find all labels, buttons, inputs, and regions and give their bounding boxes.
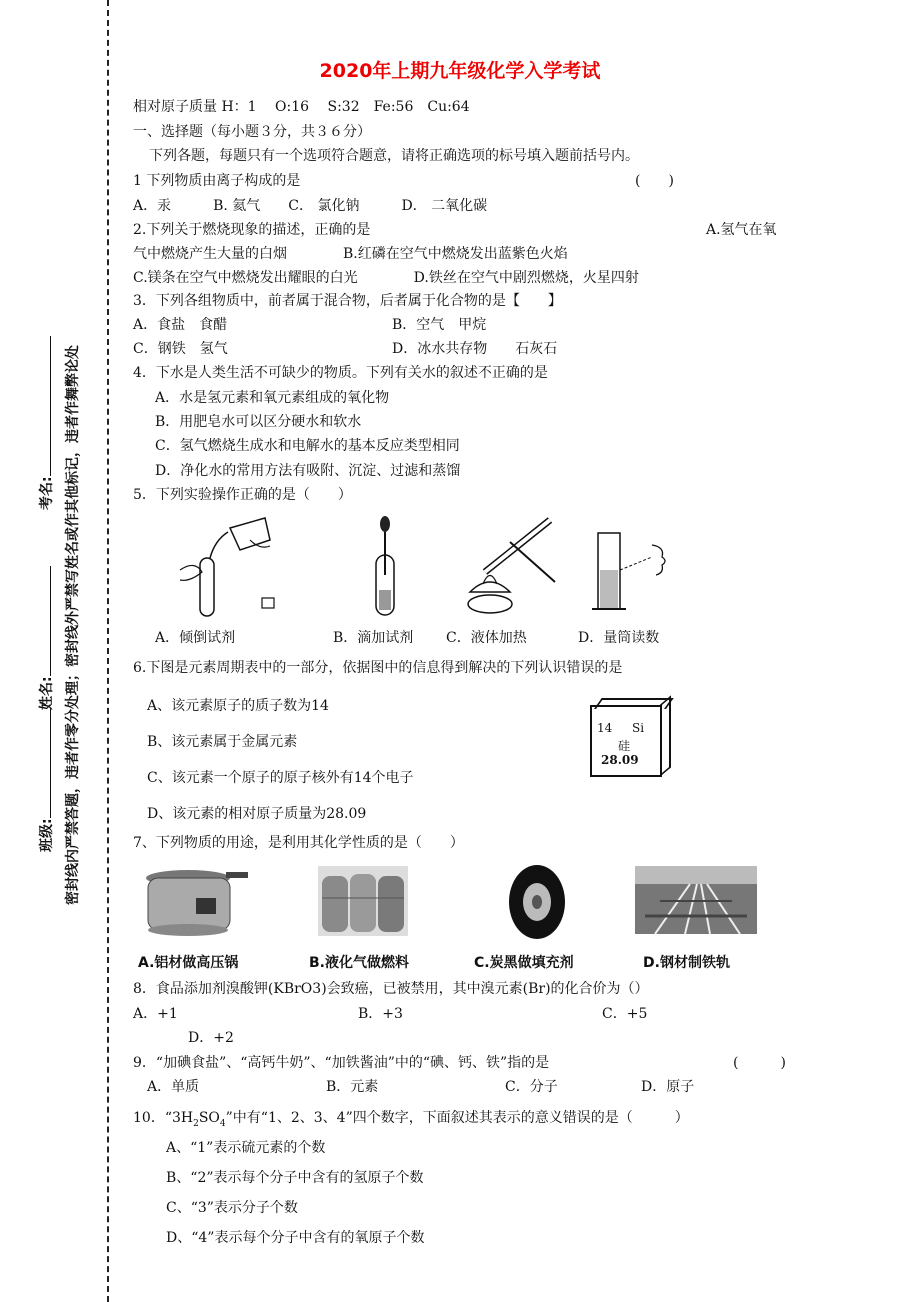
atomic-mass-note: 相对原子质量 H：1 O:16 S:32 Fe:56 Cu:64 [133,99,470,115]
q6-option-b: B、该元素属于金属元素 [147,734,298,750]
q5-option-b: B．滴加试剂 [333,630,414,646]
q3-option-d: D．冰水共存物 石灰石 [392,341,558,357]
atomic-number: 14 [597,721,613,735]
q2-stem: 2.下列关于燃烧现象的描述，正确的是 [133,222,371,238]
q8-option-c: C．+5 [602,1006,648,1022]
q1-stem: 1 下列物质由离子构成的是 [133,173,301,189]
q8-option-b: B．+3 [358,1006,403,1022]
q9-option-b: B．元素 [326,1079,379,1095]
q3-option-c: C．钢铁 氢气 [133,341,228,357]
q1-options: A．汞 B. 氦气 C． 氯化钠 D． 二氧化碳 [133,198,488,214]
q7-option-b: B.液化气做燃料 [309,955,409,971]
q7-option-c: C.炭黑做填充剂 [474,955,574,971]
heating-liquid-illustration [455,512,565,620]
instruction: 下列各题，每题只有一个选项符合题意，请将正确选项的标号填入题前括号内。 [149,148,639,164]
q4-option-d: D．净化水的常用方法有吸附、沉淀、过滤和蒸馏 [155,463,461,479]
q2-option-a-start: A.氢气在氧 [706,222,777,238]
q9-option-a: A．单质 [147,1079,200,1095]
q8-option-a: A．+1 [133,1006,178,1022]
q4-option-b: B．用肥皂水可以区分硬水和软水 [155,414,362,430]
q2-line3: C.镁条在空气中燃烧发出耀眼的白光 D.铁丝在空气中剧烈燃烧，火星四射 [133,270,639,286]
q10-option-b: B、“2”表示每个分子中含有的氢原子个数 [166,1170,424,1186]
q9-option-c: C．分子 [505,1079,558,1095]
class-label: 班级: [39,818,55,852]
tire-photo [505,862,570,942]
q5-option-a: A．倾倒试剂 [155,630,236,646]
q6-option-a: A、该元素原子的质子数为14 [147,698,329,714]
pouring-reagent-illustration [170,510,290,620]
q3-stem: 3．下列各组物质中，前者属于混合物，后者属于化合物的是【 】 [133,293,562,309]
q6-option-c: C、该元素一个原子的原子核外有14个电子 [147,770,414,786]
q10-option-c: C、“3”表示分子个数 [166,1200,298,1216]
q7-stem: 7、下列物质的用途，是利用其化学性质的是（ ） [133,835,464,851]
element-name: 硅 [618,739,631,753]
q5-stem: 5．下列实验操作正确的是（ ） [133,487,352,503]
q5-option-c: C．液体加热 [446,630,527,646]
q4-option-c: C．氢气燃烧生成水和电解水的基本反应类型相同 [155,438,460,454]
q8-stem: 8．食品添加剂溴酸钾(KBrO3)会致癌，已被禁用，其中溴元素(Br)的化合价为（） [133,981,649,997]
element-tile-silicon [590,705,662,777]
graduated-cylinder-illustration [590,525,680,615]
q9-stem: 9．“加碘食盐”、“高钙牛奶”、“加铁酱油”中的“碘、钙、铁”指的是 [133,1055,550,1071]
q7-option-d: D.钢材制铁轨 [643,955,730,971]
element-symbol: Si [632,721,645,735]
q9-option-d: D．原子 [641,1079,695,1095]
q10-stem: 10．“$3H_2SO_4$”中有“1、2、3、4”四个数字，下面叙述其表示的意义错误的是（ ） [133,1110,689,1129]
number-label: 考名: [39,476,55,510]
seal-dashed-line [107,0,109,1302]
q8-option-d: D．+2 [188,1030,234,1046]
section-heading: 一、选择题（每小题３分，共３６分） [133,124,371,140]
q6-stem: 6.下图是元素周期表中的一部分，依据图中的信息得到解决的下列认识错误的是 [133,660,623,676]
q10-option-d: D、“4”表示每个分子中含有的氧原子个数 [166,1230,425,1246]
dropper-illustration [360,515,410,620]
pressure-cooker-photo [138,858,250,946]
q6-option-d: D、该元素的相对原子质量为28.09 [147,806,367,822]
q3-option-b: B．空气 甲烷 [392,317,487,333]
q3-option-a: A．食盐 食醋 [133,317,228,333]
seal-notice: 密封线内严禁答题，违者作零分处理；密封线外严禁写姓名或作其他标记，违者作舞弊论处 [65,345,81,905]
q1-answer-paren: ( ) [635,173,674,189]
q7-option-a: A.铝材做高压锅 [138,955,239,971]
gas-cylinders-photo [318,866,408,936]
name-label: 姓名: [39,676,55,710]
page-title: 2020年上期九年级化学入学考试 [319,60,601,82]
railway-track-photo [635,866,757,934]
atomic-mass: 28.09 [601,753,639,767]
q4-stem: 4．下水是人类生活不可缺少的物质。下列有关水的叙述不正确的是 [133,365,548,381]
q5-option-d: D．量筒读数 [578,630,660,646]
q2-line2: 气中燃烧产生大量的白烟 B.红磷在空气中燃烧发出蓝紫色火焰 [133,246,568,262]
q9-answer-paren: ( ) [733,1055,786,1071]
q10-option-a: A、“1”表示硫元素的个数 [166,1140,326,1156]
q4-option-a: A．水是氢元素和氧元素组成的氧化物 [155,390,390,406]
